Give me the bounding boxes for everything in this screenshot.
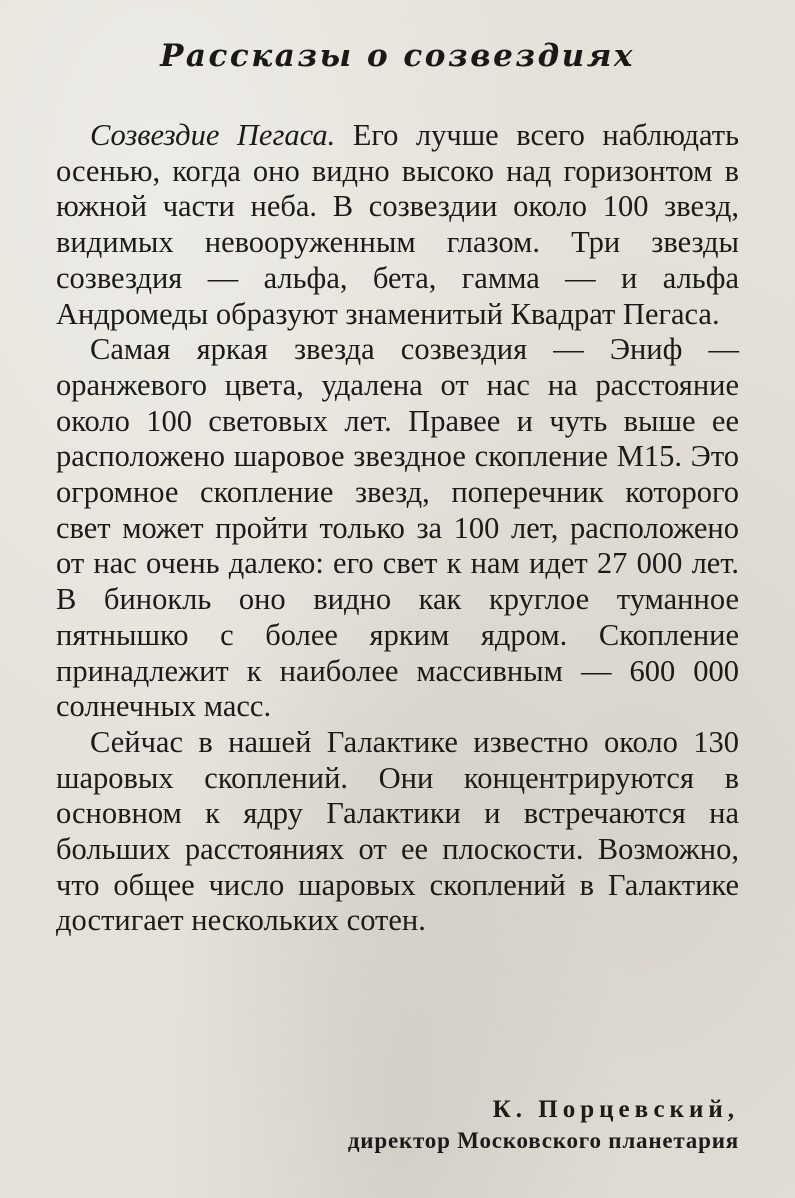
author-role: директор Московского планетария: [347, 1128, 739, 1153]
article-paragraph: [56, 725, 739, 939]
article-title: Рассказы о созвездиях: [160, 38, 635, 74]
article-paragraph: [56, 332, 739, 725]
author-name: К. Порцевский,: [492, 1096, 739, 1123]
article-body: [56, 118, 739, 939]
article-signature: [348, 1094, 739, 1156]
article-paragraph: [56, 118, 739, 332]
paragraph-text: Сейчас в нашей Галактике известно около 130 шаровых скоплений. Они концентрируются в основном к ядру Галактики и встречаются на больших расстояниях от ее плоскости. Возможно, что общее число шаровых скоплений в Галактике достигает нескольких сотен.: [56, 724, 739, 938]
paragraph-text: Его лучше всего наблюдать осенью, когда оно видно высоко над горизонтом в южной части неба. В созвездии около 100 звезд, видимых невооруженным глазом. Три звезды созвездия — альфа, бета, гамма — и альфа Андромеды образуют знаменитый Квадрат Пегаса.: [56, 118, 739, 331]
paragraph-text: Самая яркая звезда созвездия — Эниф — оранжевого цвета, удалена от нас на расстояние около 100 световых лет. Правее и чуть выше ее расположено шаровое звездное скопление М15. Это огромное скопление звезд, поперечник которого свет может пройти только за 100 лет, расположено от нас очень далеко: его свет к нам идет 27 000 лет. В бинокль оно видно как круглое туманное пятнышко с более ярким ядром. Скопление принадлежит к наиболее массивным — 600 000 солнечных масс.: [56, 332, 739, 724]
paragraph-lead: Созвездие Пегаса.: [90, 118, 336, 152]
